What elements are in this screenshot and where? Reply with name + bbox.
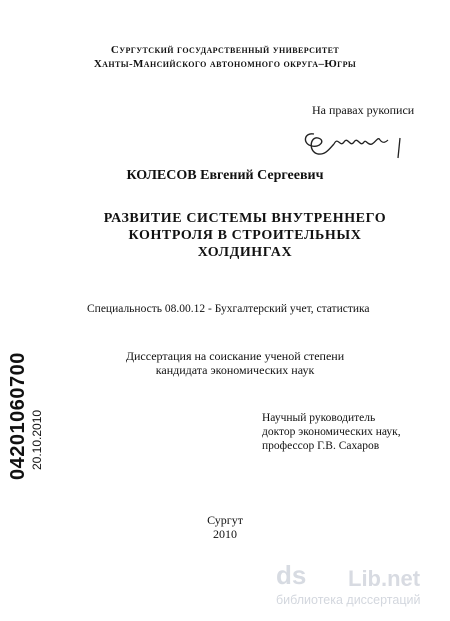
title-line: КОНТРОЛЯ В СТРОИТЕЛЬНЫХ xyxy=(128,228,362,243)
supervisor-block xyxy=(262,411,401,453)
handwritten-signature xyxy=(300,118,410,164)
manuscript-rights-note: На правах рукописи xyxy=(312,103,415,117)
degree-line: кандидата экономических наук xyxy=(155,363,315,377)
watermark-domain: Lib.net xyxy=(348,566,421,591)
watermark-logo: ds xyxy=(276,560,307,590)
archive-date-stamp: 20.10.2010 xyxy=(30,409,44,470)
watermark-subtitle: библиотека диссертаций xyxy=(276,593,421,607)
supervisor-line: доктор экономических наук, xyxy=(262,426,401,438)
author-name: КОЛЕСОВ Евгений Сергеевич xyxy=(126,168,324,183)
dissertation-title xyxy=(80,210,410,261)
degree-line: Диссертация на соискание ученой степени xyxy=(125,349,345,363)
title-line: РАЗВИТИЕ СИСТЕМЫ ВНУТРЕННЕГО xyxy=(103,211,387,226)
university-name: Сургутский государственный университет xyxy=(110,44,340,56)
place-and-year xyxy=(0,513,450,541)
supervisor-line: Научный руководитель xyxy=(262,412,376,424)
specialty: Специальность 08.00.12 - Бухгалтерский учет, статистика xyxy=(87,303,370,315)
university-region: Ханты-Мансийского автономного округа–Югры xyxy=(93,58,357,70)
supervisor-line: профессор Г.В. Сахаров xyxy=(262,440,380,452)
archive-code-stamp: 04201060700 xyxy=(7,352,29,480)
title-line: ХОЛДИНГАХ xyxy=(197,245,293,260)
year: 2010 xyxy=(213,527,237,541)
degree-statement xyxy=(90,349,380,377)
city: Сургут xyxy=(207,513,243,527)
